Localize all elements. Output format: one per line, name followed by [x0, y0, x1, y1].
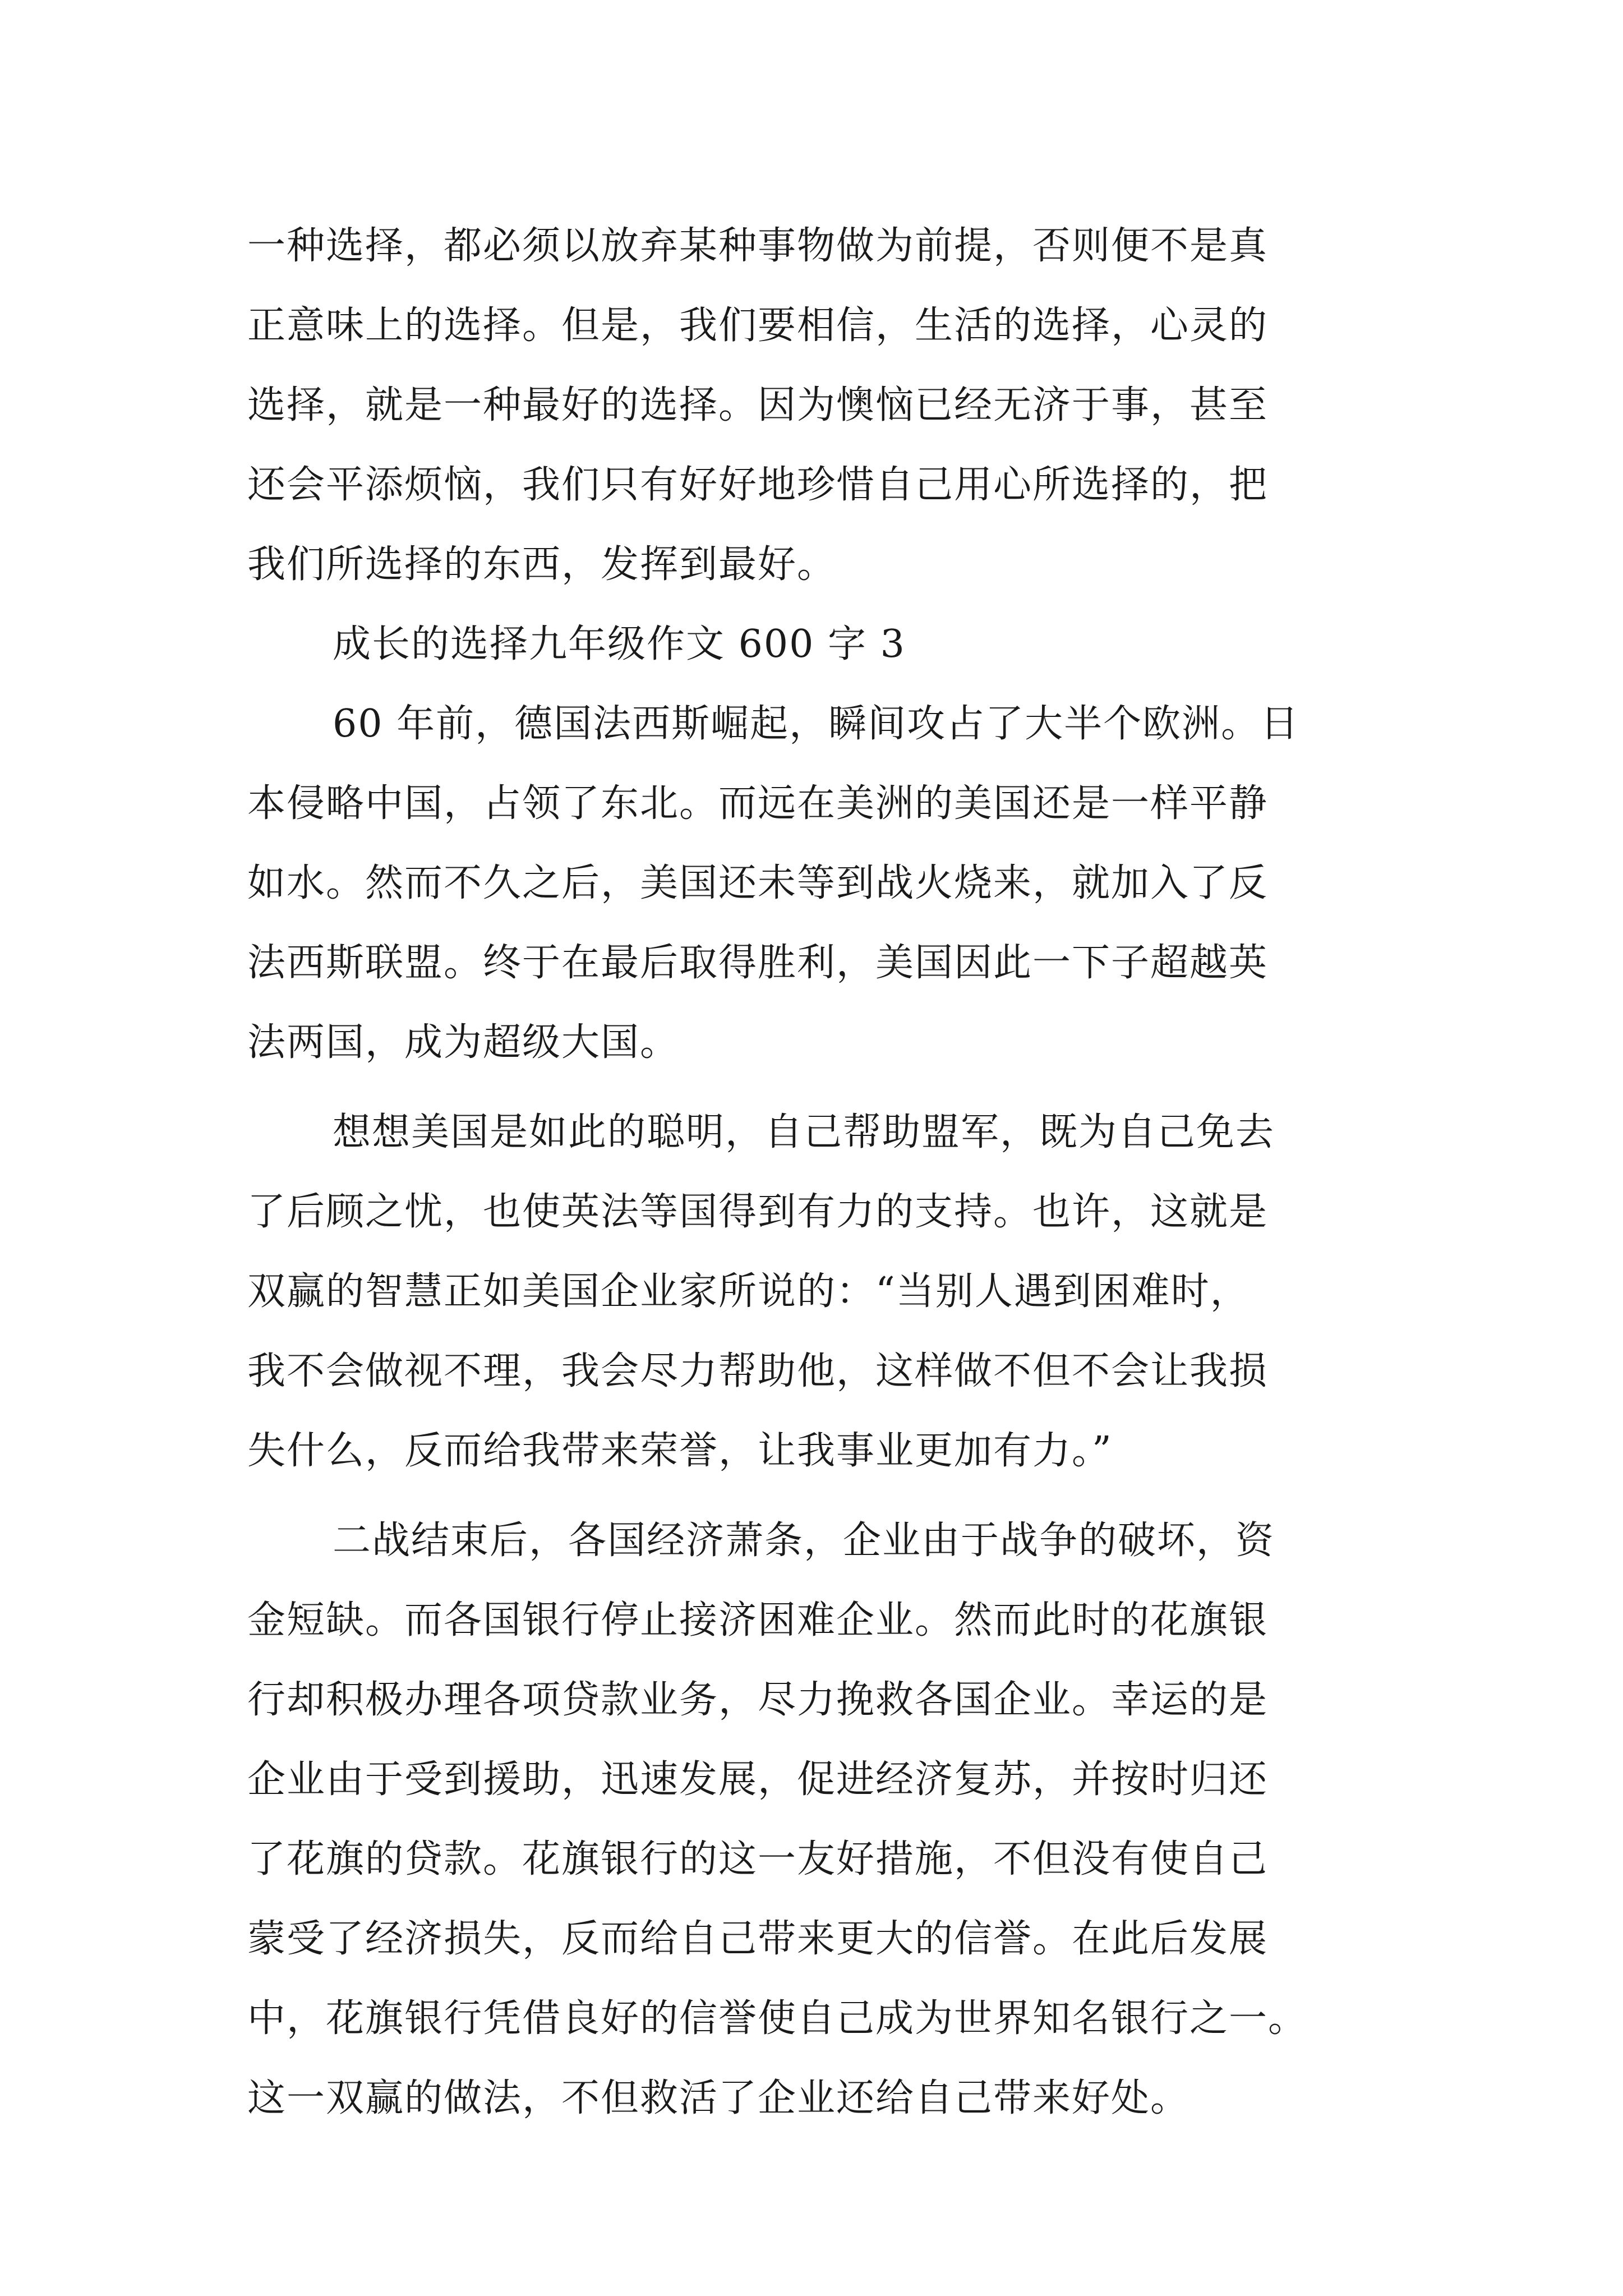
- text-line: 了后顾之忧，也使英法等国得到有力的支持。也许，这就是: [247, 1190, 1269, 1234]
- text-line: 法两国，成为超级大国。: [247, 1020, 680, 1065]
- text-line: 企业由于受到援助，迅速发展，促进经济复苏，并按时归还: [247, 1757, 1269, 1802]
- document-body: [247, 206, 1391, 2138]
- paragraph-spacer: [247, 1491, 1391, 1501]
- text-line: 二战结束后，各国经济萧条，企业由于战争的破坏，资: [333, 1519, 1275, 1563]
- text-line: 这一双赢的做法，不但救活了企业还给自己带来好处。: [247, 2076, 1190, 2120]
- text-line: 了花旗的贷款。花旗银行的这一友好措施，不但没有使自己: [247, 1837, 1269, 1881]
- text-line: 如水。然而不久之后，美国还未等到战火烧来，就加入了反: [247, 861, 1269, 905]
- section-heading: 成长的选择九年级作文 600 字 3: [333, 622, 906, 666]
- text-line: 中，花旗银行凭借良好的信誉使自己成为世界知名银行之一。: [247, 1996, 1308, 2041]
- text-line: 还会平添烦恼，我们只有好好地珍惜自己用心所选择的，把: [247, 463, 1269, 507]
- paragraph-spacer: [247, 1083, 1391, 1093]
- text-line: 法西斯联盟。终于在最后取得胜利，美国因此一下子超越英: [247, 941, 1269, 985]
- text-line: 金短缺。而各国银行停止接济困难企业。然而此时的花旗银: [247, 1598, 1269, 1642]
- text-line: 一种选择，都必须以放弃某种事物做为前提，否则便不是真: [247, 224, 1269, 268]
- text-line: 本侵略中国，占领了东北。而远在美洲的美国还是一样平静: [247, 781, 1269, 826]
- text-line: 选择，就是一种最好的选择。因为懊恼已经无济于事，甚至: [247, 383, 1269, 427]
- text-line: 失什么，反而给我带来荣誉，让我事业更加有力。”: [247, 1429, 1113, 1473]
- text-line: 正意味上的选择。但是，我们要相信，生活的选择，心灵的: [247, 303, 1269, 348]
- text-line: 双赢的智慧正如美国企业家所说的：“当别人遇到困难时，: [247, 1269, 1249, 1314]
- text-line: 我们所选择的东西，发挥到最好。: [247, 542, 837, 587]
- text-line: 我不会做视不理，我会尽力帮助他，这样做不但不会让我损: [247, 1349, 1269, 1393]
- text-line: 60 年前，德国法西斯崛起，瞬间攻占了大半个欧洲。日: [333, 702, 1300, 746]
- text-line: 蒙受了经济损失，反而给自己带来更大的信誉。在此后发展: [247, 1917, 1269, 1961]
- text-line: 想想美国是如此的聪明，自己帮助盟军，既为自己免去: [333, 1110, 1275, 1154]
- text-line: 行却积极办理各项贷款业务，尽力挽救各国企业。幸运的是: [247, 1678, 1269, 1722]
